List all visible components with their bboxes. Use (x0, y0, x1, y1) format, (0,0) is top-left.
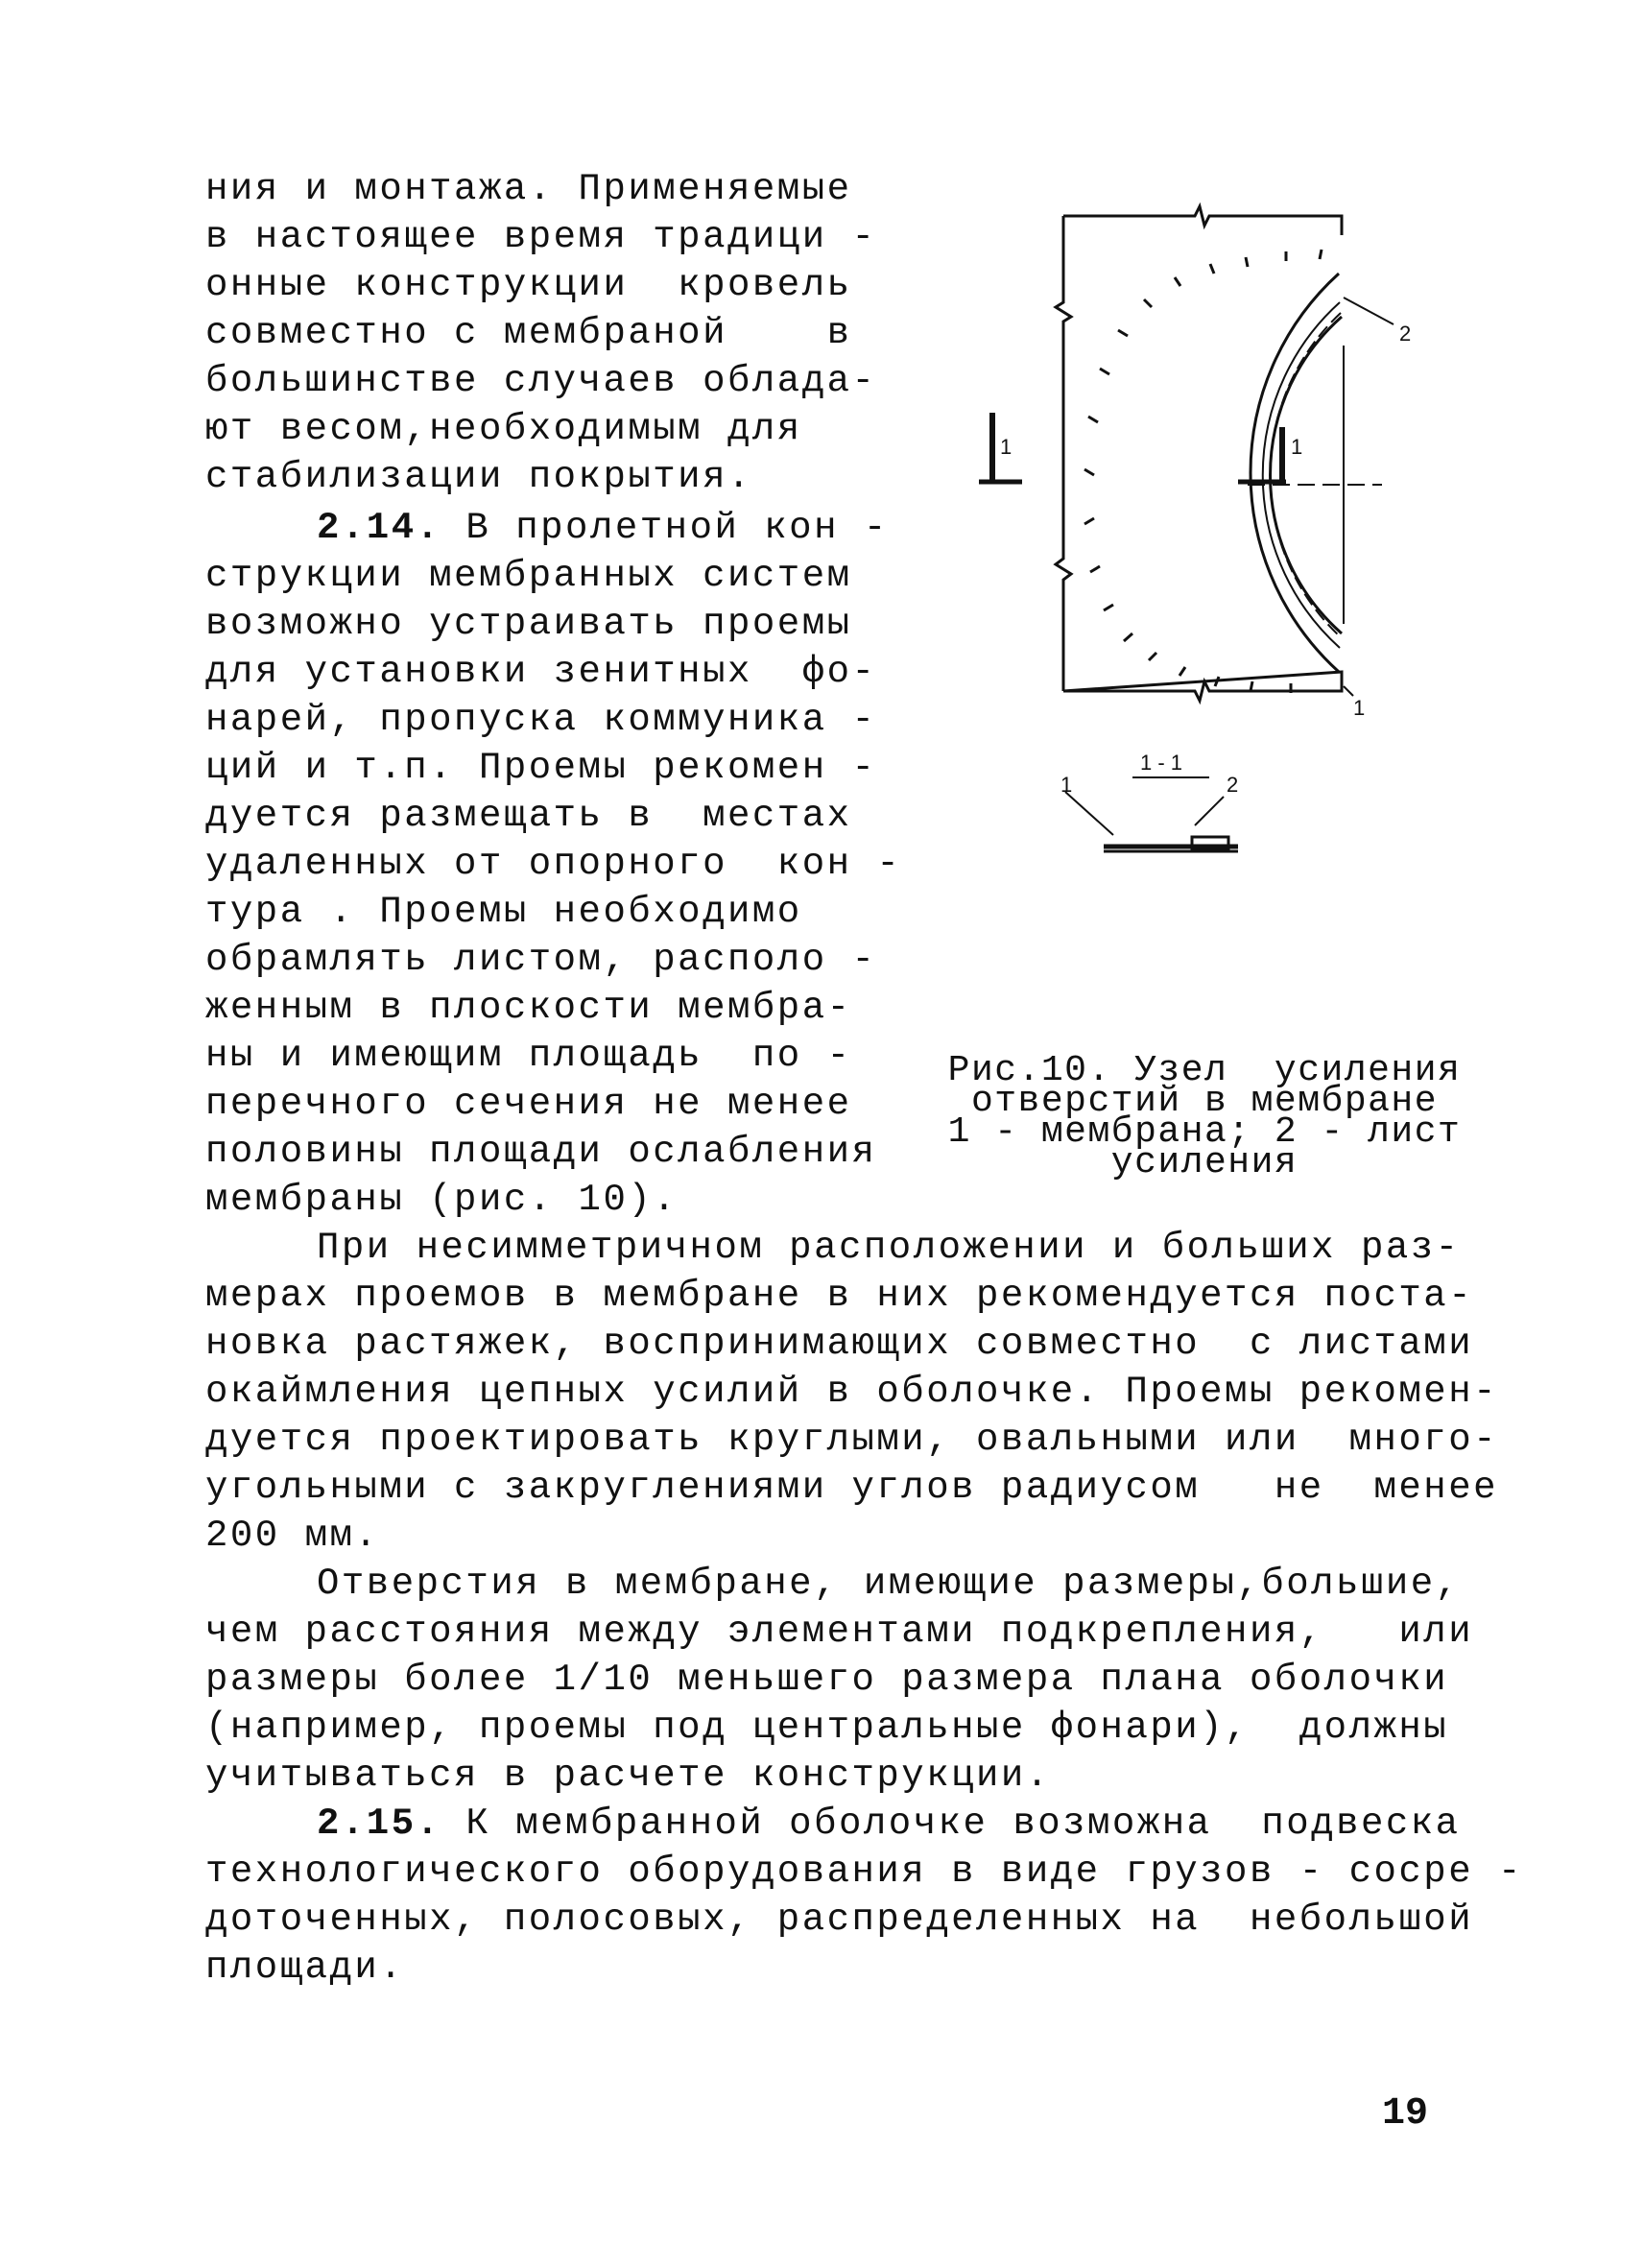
text-line: в настоящее время традици - (205, 216, 877, 258)
text-line: половины площади ослабления (205, 1131, 877, 1173)
text-line: большинстве случаев облада- (205, 360, 877, 402)
text-line: чем расстояния между элементами подкрепления, или (205, 1611, 1474, 1653)
text-line: новка растяжек, воспринимающих совместно с листами (205, 1323, 1474, 1365)
page-number: 19 (1382, 2092, 1429, 2136)
text-line: ны и имеющим площадь по - (205, 1035, 852, 1077)
text-line: окаймления цепных усилий в оболочке. Проемы рекомен- (205, 1371, 1498, 1413)
section-heading (317, 504, 889, 552)
text-line: для установки зенитных фо- (205, 651, 877, 693)
text-line: совместно с мембраной в (205, 312, 852, 354)
text-line: стабилизации покрытия. (205, 456, 752, 498)
text-line: дуется размещать в местах (205, 795, 852, 837)
text-line: Отверстия в мембране, имеющие размеры,большие, (317, 1563, 1461, 1605)
text-line: В пролетной кон - (441, 507, 889, 549)
text-line: женным в плоскости мембра- (205, 987, 852, 1029)
text-line: мерах проемов в мембране в них рекомендуется поста- (205, 1275, 1474, 1317)
text-line: К мембранной оболочке возможна подвеска (441, 1802, 1461, 1845)
hatch-ticks (1084, 250, 1322, 693)
caption-line: 1 - мембрана; 2 - лист (947, 1111, 1462, 1153)
text-line: перечного сечения не менее (205, 1083, 852, 1125)
text-line: При несимметричном расположении и больших раз- (317, 1227, 1461, 1269)
callout-label: 2 (1227, 773, 1239, 797)
caption-line: отверстий в мембране (970, 1081, 1439, 1122)
text-line: ния и монтажа. Применяемые (205, 168, 852, 210)
section-heading (317, 1800, 1461, 1848)
text-line: ют весом,необходимым для (205, 408, 802, 450)
text-line: обрамлять листом, располо - (205, 939, 877, 981)
text-line: удаленных от опорного кон - (205, 843, 902, 885)
reinforcement-node-drawing (979, 206, 1394, 851)
text-line: мембраны (рис. 10). (205, 1179, 679, 1221)
section-marker-label: 1 (1291, 435, 1303, 459)
callout-label: 1 (1353, 696, 1366, 720)
text-line: (например, проемы под центральные фонари), должны (205, 1707, 1449, 1749)
caption-line: усиления (1110, 1142, 1299, 1183)
text-line: тура . Проемы необходимо (205, 891, 802, 933)
text-line: нарей, пропуска коммуника - (205, 699, 877, 741)
text-line: онные конструкции кровель (205, 264, 852, 306)
text-line: дуется проектировать круглыми, овальными или много- (205, 1419, 1498, 1461)
section-number: 2.15. (317, 1802, 441, 1845)
callout-label: 2 (1399, 322, 1412, 346)
text-line: возможно устраивать проемы (205, 603, 852, 645)
section-marker-label: 1 (1000, 435, 1013, 459)
text-line: технологического оборудования в виде грузов - сосре - (205, 1850, 1523, 1893)
section-number: 2.14. (317, 507, 441, 549)
figure-10 (960, 182, 1497, 1027)
section-title: 1 - 1 (1140, 751, 1183, 775)
text-line: размеры более 1/10 меньшего размера плана оболочки (205, 1659, 1449, 1701)
text-line: угольными с закруглениями углов радиусом не менее (205, 1467, 1498, 1509)
text-line: площади. (205, 1946, 405, 1989)
text-line: ций и т.п. Проемы рекомен - (205, 747, 877, 789)
text-line: доточенных, полосовых, распределенных на небольшой (205, 1898, 1474, 1941)
text-line: 200 мм. (205, 1515, 380, 1557)
caption-line: Рис.10. Узел усиления (947, 1050, 1462, 1091)
callout-label: 1 (1060, 773, 1073, 797)
text-line: учитываться в расчете конструкции. (205, 1755, 1051, 1797)
text-line: струкции мембранных систем (205, 555, 852, 597)
